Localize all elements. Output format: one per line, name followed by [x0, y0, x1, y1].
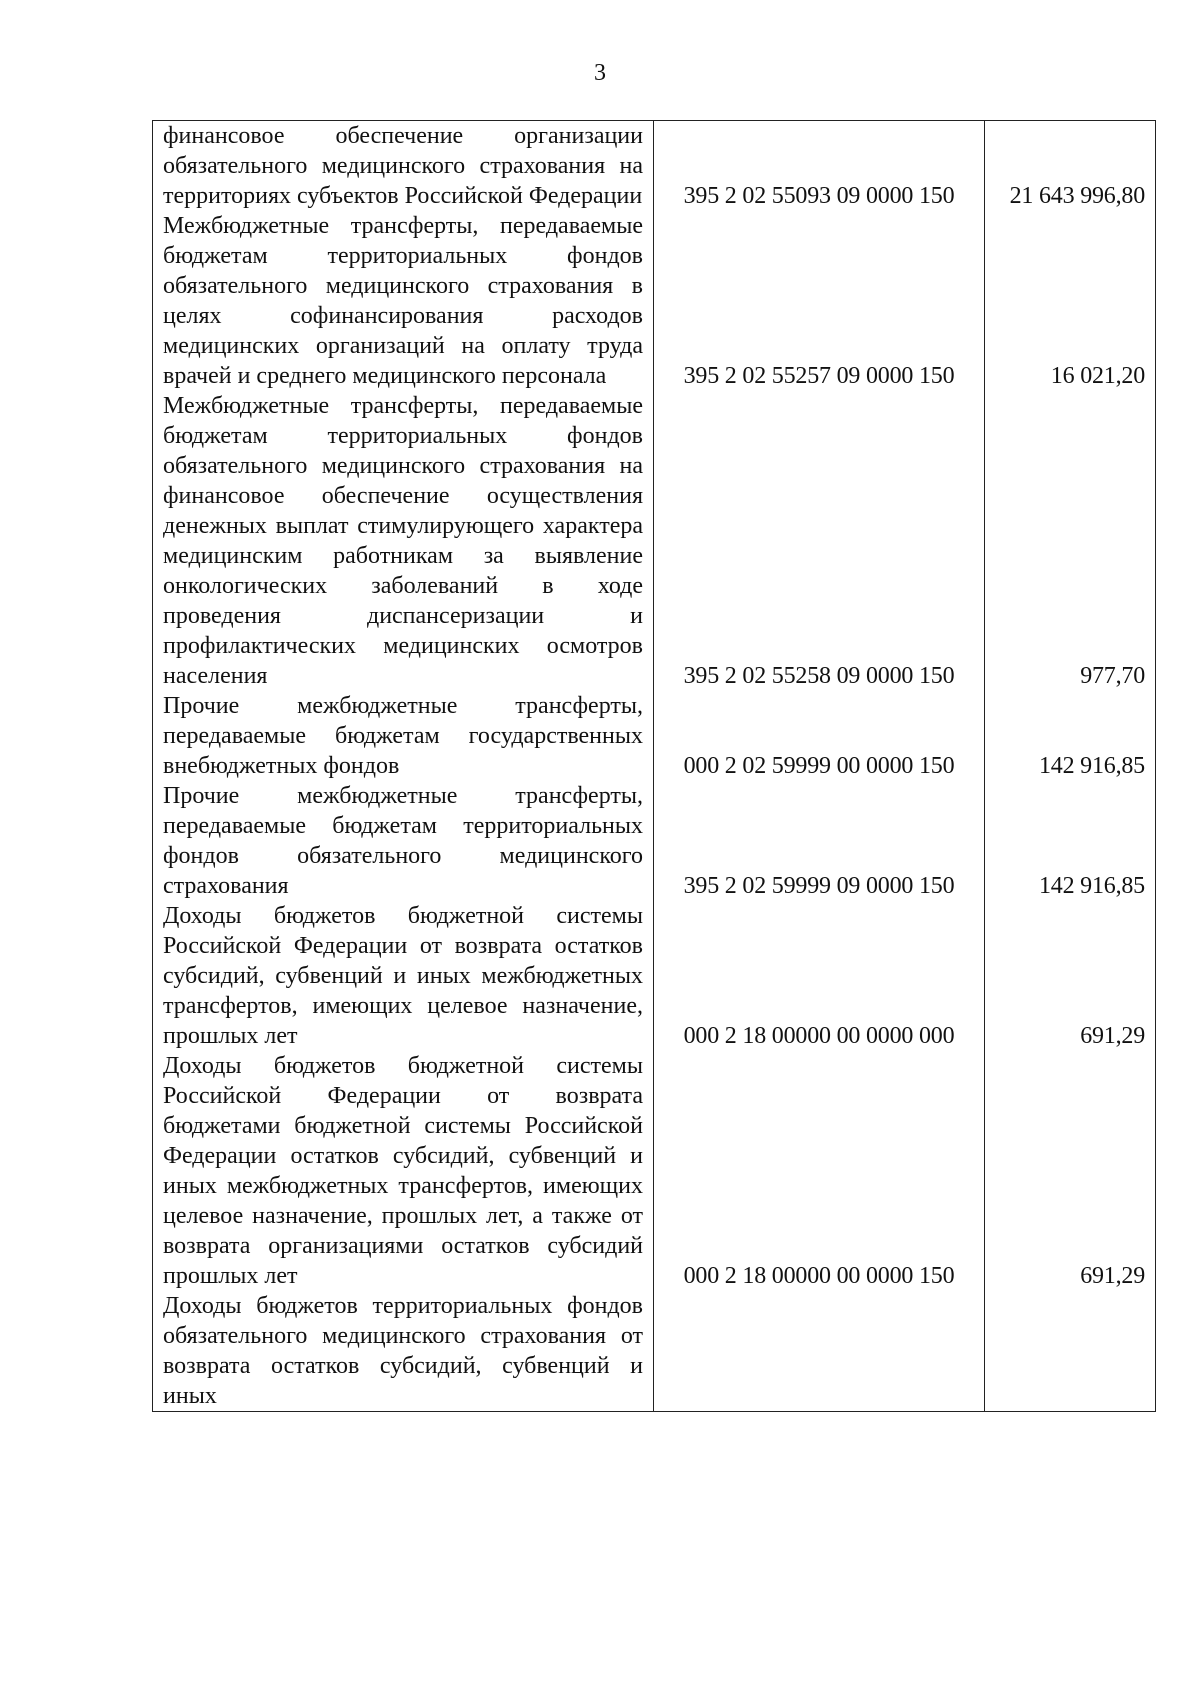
- row-sum: 16 021,20: [985, 211, 1156, 391]
- row-name: Прочие межбюджетные трансферты, передаваемые бюджетам территориальных фондов обязательного медицинского страхования: [153, 781, 654, 901]
- row-sum: 142 916,85: [985, 781, 1156, 901]
- row-code: [654, 1291, 985, 1412]
- row-sum: 142 916,85: [985, 691, 1156, 781]
- row-sum: 691,29: [985, 1051, 1156, 1291]
- row-code: 395 2 02 55258 09 0000 150: [654, 391, 985, 691]
- table-row: [153, 1291, 1156, 1412]
- page-number: 3: [594, 60, 606, 86]
- table-row: [153, 211, 1156, 391]
- row-code: 395 2 02 55093 09 0000 150: [654, 121, 985, 212]
- row-sum: 21 643 996,80: [985, 121, 1156, 212]
- row-name: Прочие межбюджетные трансферты, передаваемые бюджетам государственных внебюджетных фондов: [153, 691, 654, 781]
- table-row: [153, 391, 1156, 691]
- table-row: [153, 691, 1156, 781]
- row-code: 395 2 02 59999 09 0000 150: [654, 781, 985, 901]
- table-row: [153, 1051, 1156, 1291]
- row-sum: [985, 1291, 1156, 1412]
- row-sum: 691,29: [985, 901, 1156, 1051]
- row-code: 395 2 02 55257 09 0000 150: [654, 211, 985, 391]
- table-row: [153, 781, 1156, 901]
- row-name: Доходы бюджетов территориальных фондов обязательного медицинского страхования от возврата остатков субсидий, субвенций и иных: [153, 1291, 654, 1412]
- row-name: Доходы бюджетов бюджетной системы Российской Федерации от возврата остатков субсидий, субвенций и иных межбюджетных трансфертов, имеющих целевое назначение, прошлых лет: [153, 901, 654, 1051]
- row-code: 000 2 18 00000 00 0000 000: [654, 901, 985, 1051]
- row-name: Межбюджетные трансферты, передаваемые бюджетам территориальных фондов обязательного медицинского страхования в целях софинансирования расходов медицинских организаций на оплату труда врачей и среднего медицинского персонала: [153, 211, 654, 391]
- table-row: [153, 121, 1156, 212]
- row-name: финансовое обеспечение организации обязательного медицинского страхования на территориях субъектов Российской Федерации: [153, 121, 654, 212]
- table-row: [153, 901, 1156, 1051]
- revenue-table: [152, 120, 1156, 1412]
- row-code: 000 2 18 00000 00 0000 150: [654, 1051, 985, 1291]
- row-name: Межбюджетные трансферты, передаваемые бюджетам территориальных фондов обязательного медицинского страхования на финансовое обеспечение осуществления денежных выплат стимулирующего характера медицинским работникам за выявление онкологических заболеваний в ходе проведения диспансеризации и профилактических медицинских осмотров населения: [153, 391, 654, 691]
- row-sum: 977,70: [985, 391, 1156, 691]
- row-code: 000 2 02 59999 00 0000 150: [654, 691, 985, 781]
- row-name: Доходы бюджетов бюджетной системы Российской Федерации от возврата бюджетами бюджетной системы Российской Федерации остатков субсидий, субвенций и иных межбюджетных трансфертов, имеющих целевое назначение, прошлых лет, а также от возврата организациями остатков субсидий прошлых лет: [153, 1051, 654, 1291]
